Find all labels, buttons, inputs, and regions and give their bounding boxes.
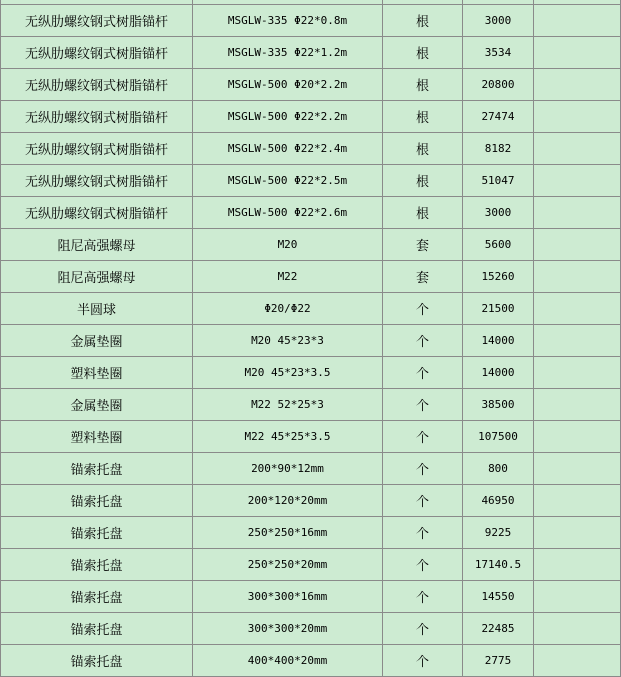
spec-cell[interactable]: MSGLW-335 Φ22*1.2m — [193, 37, 383, 69]
unit-cell[interactable]: 个 — [383, 517, 463, 549]
extra-cell[interactable] — [534, 5, 621, 37]
extra-cell[interactable] — [534, 69, 621, 101]
spec-cell[interactable]: M20 45*23*3.5 — [193, 357, 383, 389]
qty-cell[interactable]: 14000 — [463, 357, 534, 389]
spec-cell[interactable]: MSGLW-500 Φ22*2.4m — [193, 133, 383, 165]
unit-cell[interactable]: 根 — [383, 165, 463, 197]
table-row — [1, 357, 621, 389]
name-cell[interactable]: 半圆球 — [1, 293, 193, 325]
table-row — [1, 421, 621, 453]
spec-cell[interactable]: 300*300*16mm — [193, 581, 383, 613]
unit-cell[interactable]: 个 — [383, 357, 463, 389]
qty-cell[interactable]: 5600 — [463, 229, 534, 261]
extra-cell[interactable] — [534, 101, 621, 133]
name-cell[interactable]: 锚索托盘 — [1, 485, 193, 517]
name-cell[interactable]: 无纵肋螺纹钢式树脂锚杆 — [1, 165, 193, 197]
unit-cell[interactable]: 个 — [383, 645, 463, 677]
name-cell[interactable]: 阻尼高强螺母 — [1, 229, 193, 261]
unit-cell[interactable]: 个 — [383, 581, 463, 613]
unit-cell[interactable]: 根 — [383, 69, 463, 101]
name-cell[interactable]: 无纵肋螺纹钢式树脂锚杆 — [1, 197, 193, 229]
table-row — [1, 485, 621, 517]
qty-cell[interactable]: 17140.5 — [463, 549, 534, 581]
extra-cell[interactable] — [534, 325, 621, 357]
name-cell[interactable]: 锚索托盘 — [1, 453, 193, 485]
extra-cell[interactable] — [534, 389, 621, 421]
qty-cell[interactable]: 22485 — [463, 613, 534, 645]
name-cell[interactable]: 无纵肋螺纹钢式树脂锚杆 — [1, 133, 193, 165]
table-row — [1, 613, 621, 645]
spec-cell[interactable]: MSGLW-335 Φ22*0.8m — [193, 5, 383, 37]
name-cell[interactable]: 锚索托盘 — [1, 549, 193, 581]
spec-cell[interactable]: MSGLW-500 Φ22*2.2m — [193, 101, 383, 133]
spec-cell[interactable]: 250*250*16mm — [193, 517, 383, 549]
table-row — [1, 165, 621, 197]
extra-cell[interactable] — [534, 485, 621, 517]
qty-cell[interactable]: 3534 — [463, 37, 534, 69]
table-row — [1, 261, 621, 293]
unit-cell[interactable]: 根 — [383, 133, 463, 165]
table-row — [1, 101, 621, 133]
unit-cell[interactable]: 个 — [383, 549, 463, 581]
spec-cell[interactable]: MSGLW-500 Φ20*2.2m — [193, 69, 383, 101]
qty-cell[interactable]: 27474 — [463, 101, 534, 133]
unit-cell[interactable]: 根 — [383, 37, 463, 69]
qty-cell[interactable]: 3000 — [463, 197, 534, 229]
qty-cell[interactable]: 46950 — [463, 485, 534, 517]
qty-cell[interactable]: 20800 — [463, 69, 534, 101]
spec-cell[interactable]: 250*250*20mm — [193, 549, 383, 581]
extra-cell[interactable] — [534, 517, 621, 549]
unit-cell[interactable]: 套 — [383, 261, 463, 293]
table-row — [1, 5, 621, 37]
qty-cell[interactable]: 15260 — [463, 261, 534, 293]
extra-cell[interactable] — [534, 261, 621, 293]
spec-cell[interactable]: M22 52*25*3 — [193, 389, 383, 421]
extra-cell[interactable] — [534, 581, 621, 613]
extra-cell[interactable] — [534, 165, 621, 197]
name-cell[interactable]: 金属垫圈 — [1, 325, 193, 357]
name-cell[interactable]: 无纵肋螺纹钢式树脂锚杆 — [1, 37, 193, 69]
table-row — [1, 389, 621, 421]
spec-cell[interactable]: 200*120*20mm — [193, 485, 383, 517]
name-cell[interactable]: 塑料垫圈 — [1, 421, 193, 453]
name-cell[interactable]: 金属垫圈 — [1, 389, 193, 421]
qty-cell[interactable]: 800 — [463, 453, 534, 485]
spec-cell[interactable]: M20 — [193, 229, 383, 261]
spec-cell[interactable]: M22 45*25*3.5 — [193, 421, 383, 453]
spec-cell[interactable]: M22 — [193, 261, 383, 293]
qty-cell[interactable]: 2775 — [463, 645, 534, 677]
spec-cell[interactable]: Φ20/Φ22 — [193, 293, 383, 325]
qty-cell[interactable]: 14550 — [463, 581, 534, 613]
extra-cell[interactable] — [534, 133, 621, 165]
table-row — [1, 229, 621, 261]
extra-cell[interactable] — [534, 197, 621, 229]
extra-cell[interactable] — [534, 453, 621, 485]
table-row — [1, 293, 621, 325]
extra-cell[interactable] — [534, 421, 621, 453]
table-row — [1, 645, 621, 677]
extra-cell[interactable] — [534, 613, 621, 645]
name-cell[interactable]: 锚索托盘 — [1, 581, 193, 613]
spec-cell[interactable]: MSGLW-500 Φ22*2.6m — [193, 197, 383, 229]
qty-cell[interactable]: 9225 — [463, 517, 534, 549]
table-row — [1, 325, 621, 357]
spec-cell[interactable]: 200*90*12mm — [193, 453, 383, 485]
name-cell[interactable]: 无纵肋螺纹钢式树脂锚杆 — [1, 5, 193, 37]
unit-cell[interactable]: 个 — [383, 613, 463, 645]
unit-cell[interactable]: 个 — [383, 389, 463, 421]
table-row — [1, 453, 621, 485]
unit-cell[interactable]: 个 — [383, 453, 463, 485]
name-cell[interactable]: 锚索托盘 — [1, 613, 193, 645]
extra-cell[interactable] — [534, 549, 621, 581]
unit-cell[interactable]: 根 — [383, 101, 463, 133]
extra-cell[interactable] — [534, 37, 621, 69]
table-row — [1, 69, 621, 101]
unit-cell[interactable]: 个 — [383, 293, 463, 325]
spec-cell[interactable]: 400*400*20mm — [193, 645, 383, 677]
extra-cell[interactable] — [534, 229, 621, 261]
qty-cell[interactable]: 21500 — [463, 293, 534, 325]
name-cell[interactable]: 锚索托盘 — [1, 517, 193, 549]
name-cell[interactable]: 无纵肋螺纹钢式树脂锚杆 — [1, 101, 193, 133]
unit-cell[interactable]: 个 — [383, 485, 463, 517]
unit-cell[interactable]: 根 — [383, 197, 463, 229]
unit-cell[interactable]: 根 — [383, 5, 463, 37]
qty-cell[interactable]: 14000 — [463, 325, 534, 357]
qty-cell[interactable]: 51047 — [463, 165, 534, 197]
unit-cell[interactable]: 套 — [383, 229, 463, 261]
name-cell[interactable]: 锚索托盘 — [1, 645, 193, 677]
qty-cell[interactable]: 8182 — [463, 133, 534, 165]
unit-cell[interactable]: 个 — [383, 421, 463, 453]
qty-cell[interactable]: 38500 — [463, 389, 534, 421]
spec-cell[interactable]: M20 45*23*3 — [193, 325, 383, 357]
spec-cell[interactable]: 300*300*20mm — [193, 613, 383, 645]
name-cell[interactable]: 阻尼高强螺母 — [1, 261, 193, 293]
extra-cell[interactable] — [534, 357, 621, 389]
qty-cell[interactable]: 3000 — [463, 5, 534, 37]
table-row — [1, 197, 621, 229]
spec-cell[interactable]: MSGLW-500 Φ22*2.5m — [193, 165, 383, 197]
table-row — [1, 581, 621, 613]
name-cell[interactable]: 无纵肋螺纹钢式树脂锚杆 — [1, 69, 193, 101]
extra-cell[interactable] — [534, 645, 621, 677]
table-row — [1, 133, 621, 165]
unit-cell[interactable]: 个 — [383, 325, 463, 357]
table-row — [1, 37, 621, 69]
table-row — [1, 517, 621, 549]
name-cell[interactable]: 塑料垫圈 — [1, 357, 193, 389]
qty-cell[interactable]: 107500 — [463, 421, 534, 453]
table-row — [1, 549, 621, 581]
extra-cell[interactable] — [534, 293, 621, 325]
